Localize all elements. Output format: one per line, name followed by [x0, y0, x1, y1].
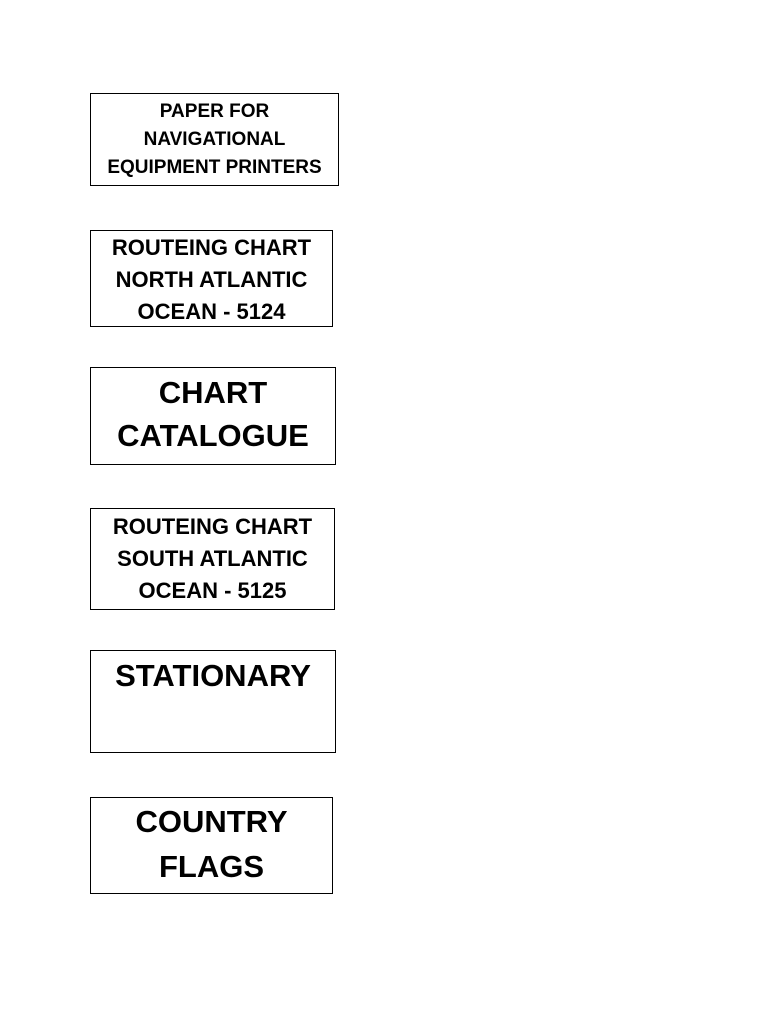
label-line: OCEAN - 5124: [137, 299, 286, 324]
label-routeing-chart-south-atlantic: [90, 508, 335, 610]
label-line: FLAGS: [158, 849, 265, 884]
label-line: SOUTH ATLANTIC: [117, 546, 308, 571]
label-paper-for-navigational-equipment-printers: [90, 93, 339, 186]
label-line: EQUIPMENT PRINTERS: [107, 157, 322, 178]
label-line: OCEAN - 5125: [138, 578, 287, 603]
label-line: ROUTEING CHART: [111, 235, 312, 260]
label-line: CHART: [158, 375, 268, 410]
label-stationary: [90, 650, 336, 753]
label-line: NORTH ATLANTIC: [115, 267, 308, 292]
label-line: PAPER FOR: [159, 101, 270, 122]
label-line: STATIONARY: [115, 658, 311, 693]
label-chart-catalogue: [90, 367, 336, 465]
label-line: NAVIGATIONAL: [143, 129, 286, 150]
label-routeing-chart-north-atlantic: [90, 230, 333, 327]
label-line: COUNTRY: [135, 804, 288, 839]
label-line: CATALOGUE: [117, 418, 309, 453]
label-country-flags: [90, 797, 333, 894]
label-line: ROUTEING CHART: [112, 514, 313, 539]
